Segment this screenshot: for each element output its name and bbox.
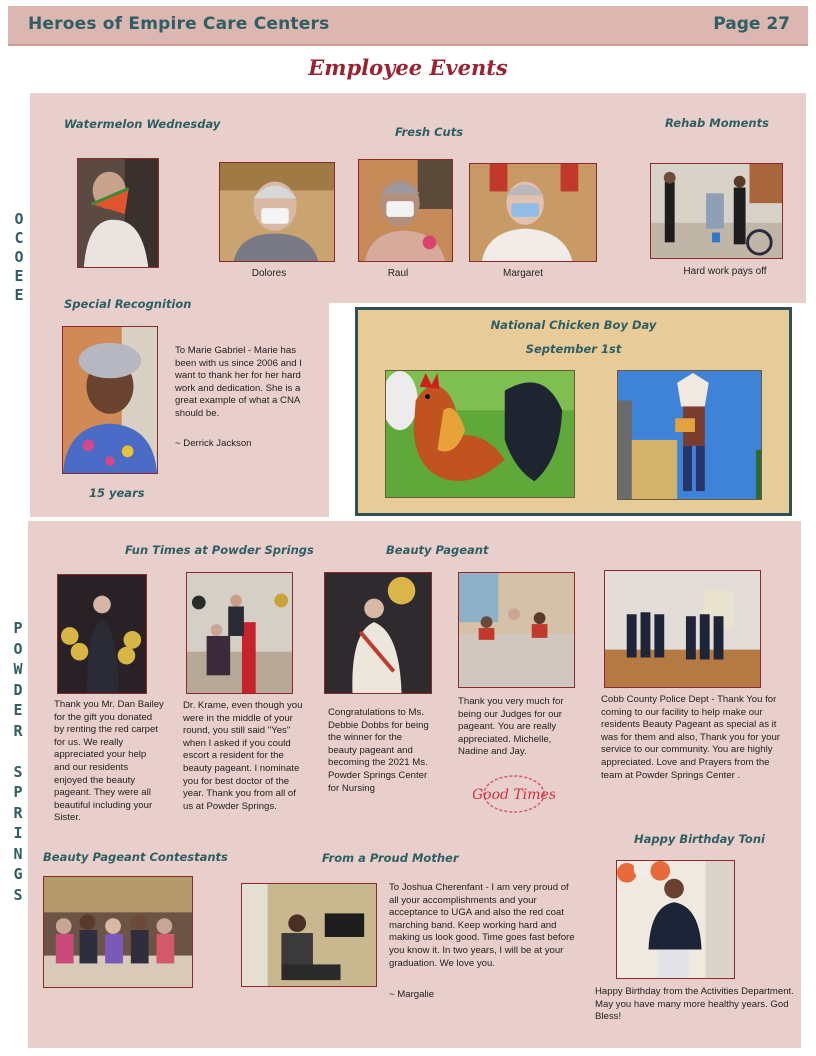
rooster-photo [385, 370, 575, 498]
special-recognition-signature: ~ Derrick Jackson [175, 438, 252, 449]
rehab-caption: Rehab Moments [665, 116, 769, 130]
proud-mother-caption: From a Proud Mother [322, 851, 459, 865]
chicken-boy-date: September 1st [525, 342, 622, 356]
proud-mother-signature: ~ Margalie [389, 989, 435, 1000]
judges-photo [458, 572, 575, 688]
watermelon-photo [77, 158, 159, 268]
marie-gabriel-photo [62, 326, 158, 474]
contestants-photo [43, 876, 193, 988]
beauty-pageant-caption: Beauty Pageant [386, 543, 489, 557]
page-title: Employee Events [308, 55, 508, 80]
good-times-stamp-text: Good Times [473, 787, 555, 803]
thanks-police-text: Cobb County Police Dept - Thank You for coming to our facility to help make our residents Beauty Pageant as special as it was for them and also, Thank you for your service to our community. You are highly appreciated. Love and Prayers from the team at Powder Springs Center . [601, 694, 780, 781]
page-header [8, 6, 808, 46]
proud-mother-text: To Joshua Cherenfant - I am very proud of all your accomplishments and your acceptance to UGA and also the red coat marching band. Keep working hard and making us look good. Time goes fast before you know it. In two years, I will be at your graduation. We love you. [389, 882, 575, 969]
chicken-boy-statue-photo [617, 370, 762, 500]
margaret-photo [469, 163, 597, 262]
watermelon-caption: Watermelon Wednesday [64, 117, 221, 131]
dolores-name: Dolores [251, 268, 287, 279]
raul-photo [358, 159, 453, 262]
birthday-text: Happy Birthday from the Activities Department. May you have many more healthy years. God Bless! [595, 986, 794, 1023]
raul-name: Raul [387, 268, 409, 279]
page-number: Page 27 [713, 14, 790, 34]
thanks-dan-bailey-text: Thank you Mr. Dan Bailey for the gift you donated by renting the red carpet for us. We really appreciated your help and our residents enjoyed the beauty pageant. They were all beautiful including your Sister. [54, 699, 164, 824]
police-dept-photo [604, 570, 761, 688]
fun-times-caption: Fun Times at Powder Springs [125, 543, 314, 557]
fresh-cuts-caption: Fresh Cuts [395, 125, 464, 139]
ocoee-side-label: O C O E E [14, 210, 24, 304]
years-of-service: 15 years [89, 486, 145, 500]
margaret-name: Margaret [502, 268, 543, 279]
red-carpet-photo [57, 574, 147, 694]
thanks-judges-text: Thank you very much for being our Judges for our pageant. You are really appreciated. Michelle, Nadine and Jay. [458, 696, 564, 758]
rehab-label: Hard work pays off [683, 266, 767, 277]
joshua-photo [241, 883, 377, 987]
congratulations-debbie-dobbs-text: Congratulations to Ms. Debbie Dobbs for being the winner for the beauty pageant and becoming the 2021 Ms. Powder Springs Center for Nursing [328, 707, 429, 794]
special-recognition-text: To Marie Gabriel - Marie has been with us since 2006 and I want to thank her for her hard work and dedication. She is a great example of what a CNA should be. [175, 345, 302, 419]
thanks-dr-krame-text: Dr. Krame, even though you were in the middle of your round, you still said "Yes" when I asked if you could escort a resident for the beauty pageant. I nominate you for best doctor of the year. Thank you from all of us at Powder Springs. [183, 700, 303, 812]
doctor-escort-photo [186, 572, 293, 694]
newsletter-title: Heroes of Empire Care Centers [28, 14, 330, 34]
good-times-stamp [473, 771, 555, 817]
rehab-photo [650, 163, 783, 259]
powder-springs-side-label: P O W D E R S P R I N G S [13, 619, 23, 904]
special-recognition-caption: Special Recognition [64, 297, 192, 311]
dolores-photo [219, 162, 335, 262]
contestants-caption: Beauty Pageant Contestants [43, 850, 228, 864]
pageant-winner-photo [324, 572, 432, 694]
toni-birthday-photo [616, 860, 735, 979]
birthday-caption: Happy Birthday Toni [634, 832, 765, 846]
chicken-boy-title: National Chicken Boy Day [490, 318, 657, 332]
